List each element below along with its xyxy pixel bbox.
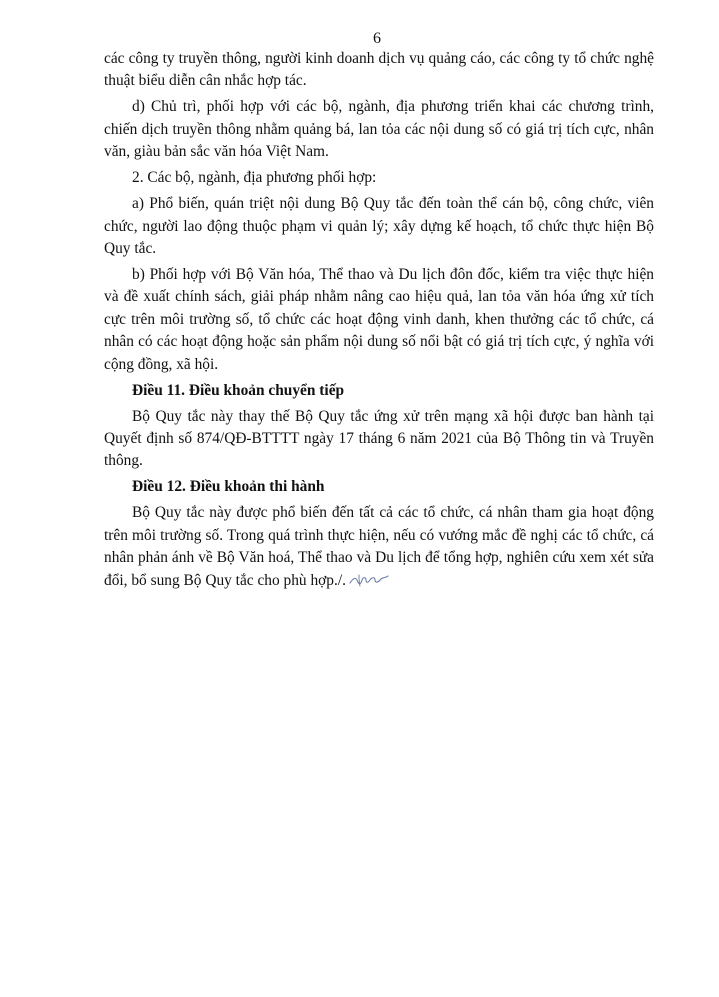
article-12-heading: Điều 12. Điều khoản thi hành: [132, 478, 325, 496]
handwritten-initial-signature-icon: [348, 573, 390, 587]
paragraph-item-b: b) Phối hợp với Bộ Văn hóa, Thể thao và Du lịch đôn đốc, kiểm tra việc thực hiện và đề xuất chính sách, giải pháp nhằm nâng cao hiệu quả, lan tỏa văn hóa ứng xử tích cực trên môi trường số, tổ chức các hoạt động vinh danh, khen thưởng các tổ chức, cá nhân có các hoạt động hoặc sản phẩm nội dung số nổi bật có giá trị tích cực, ý nghĩa với cộng đồng, xã hội.: [104, 266, 654, 373]
article-11-heading: Điều 11. Điều khoản chuyển tiếp: [132, 381, 345, 399]
document-body: [104, 48, 654, 592]
article-12-body: [104, 502, 654, 592]
paragraph-item-d: d) Chủ trì, phối hợp với các bộ, ngành, địa phương triển khai các chương trình, chiến dịch truyền thông nhằm quảng bá, lan tỏa các nội dung số có giá trị tích cực, nhân văn, giàu bản sắc văn hóa Việt Nam.: [104, 98, 654, 161]
paragraph-item-a: a) Phổ biến, quán triệt nội dung Bộ Quy tắc đến toàn thể cán bộ, công chức, viên chức, người lao động thuộc phạm vi quản lý; xây dựng kế hoạch, tổ chức thực hiện Bộ Quy tắc.: [104, 195, 654, 258]
paragraph-continuation: các công ty truyền thông, người kinh doanh dịch vụ quảng cáo, các công ty tổ chức nghệ thuật biểu diễn cân nhắc hợp tác.: [104, 50, 654, 90]
article-11-body: Bộ Quy tắc này thay thế Bộ Quy tắc ứng xử trên mạng xã hội được ban hành tại Quyết định số 874/QĐ-BTTTT ngày 17 tháng 6 năm 2021 của Bộ Thông tin và Truyền thông.: [104, 407, 654, 470]
page-number: 6: [373, 30, 381, 47]
article-12-body-text: Bộ Quy tắc này được phổ biến đến tất cả các tổ chức, cá nhân tham gia hoạt động trên môi trường số. Trong quá trình thực hiện, nếu có vướng mắc đề nghị các tổ chức, cá nhân phản ánh về Bộ Văn hoá, Thể thao và Du lịch để tổng hợp, nghiên cứu xem xét sửa đổi, bổ sung Bộ Quy tắc cho phù hợp./.: [104, 504, 654, 589]
paragraph-section-2: 2. Các bộ, ngành, địa phương phối hợp:: [132, 169, 377, 187]
